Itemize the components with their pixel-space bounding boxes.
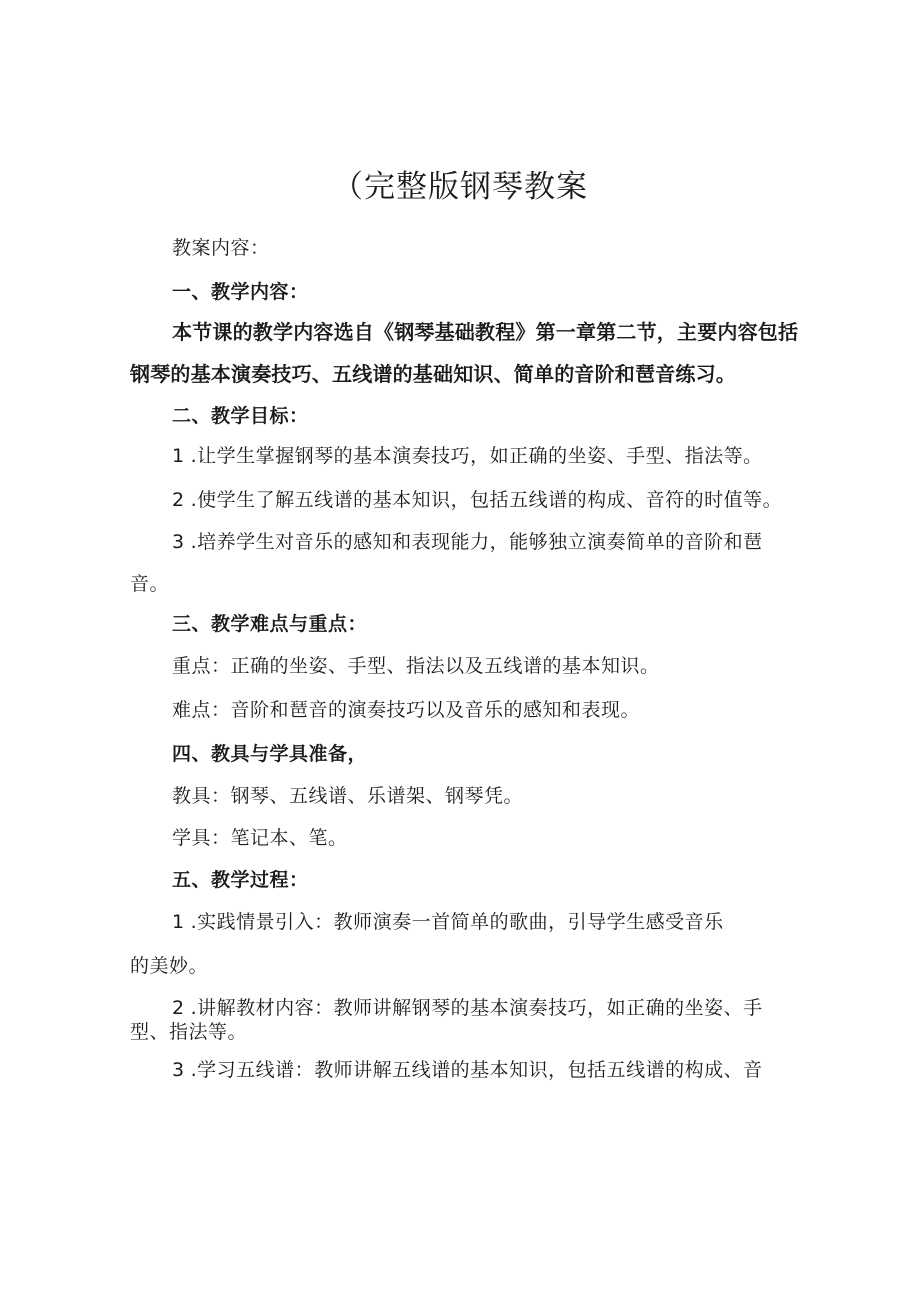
document-title: （完整版钢琴教案 xyxy=(332,169,588,205)
objective-item-3-text-line-1: .培养学生对音乐的感知和表现能力，能够独立演奏简单的音阶和琶 xyxy=(190,531,763,553)
process-step-1-text-line-2: 的美妙。 xyxy=(130,955,209,977)
objective-item-3 xyxy=(172,530,763,554)
section-5-heading: 五、教学过程： xyxy=(172,869,309,891)
process-step-2-text-line-2: 型、指法等。 xyxy=(130,1021,248,1043)
process-step-2-text-line-1: .讲解教材内容：教师讲解钢琴的基本演奏技巧，如正确的坐姿、手 xyxy=(190,997,763,1019)
section-2-heading: 二、教学目标： xyxy=(172,405,309,427)
process-step-3-text-line-1: .学习五线谱：教师讲解五线谱的基本知识，包括五线谱的构成、音 xyxy=(190,1059,763,1081)
process-step-1 xyxy=(172,910,724,934)
objective-item-3-text-line-2: 音。 xyxy=(130,573,170,595)
process-step-1-number: 1 xyxy=(172,911,185,933)
objective-item-2-text: .使学生了解五线谱的基本知识，包括五线谱的构成、音符的时值等。 xyxy=(190,489,783,511)
section-1-heading: 一、教学内容： xyxy=(172,281,309,303)
section-3-heading: 三、教学难点与重点： xyxy=(172,613,368,635)
key-point-text: 重点：正确的坐姿、手型、指法以及五线谱的基本知识。 xyxy=(172,655,660,677)
objective-item-1 xyxy=(172,444,763,468)
objective-item-1-text: .让学生掌握钢琴的基本演奏技巧，如正确的坐姿、手型、指法等。 xyxy=(190,445,763,467)
objective-item-1-number: 1 xyxy=(172,445,185,467)
learning-tools-text: 学具：笔记本、笔。 xyxy=(172,827,348,849)
section-1-paragraph-line-1: 本节课的教学内容选自《钢琴基础教程》第一章第二节，主要内容包括 xyxy=(172,320,799,344)
objective-item-2-number: 2 xyxy=(172,489,185,511)
objective-item-3-number: 3 xyxy=(172,531,185,553)
difficulty-text: 难点：音阶和琶音的演奏技巧以及音乐的感知和表现。 xyxy=(172,699,641,721)
process-step-3 xyxy=(172,1058,763,1082)
process-step-2 xyxy=(172,996,763,1020)
teaching-tools-text: 教具：钢琴、五线谱、乐谱架、钢琴凭。 xyxy=(172,785,524,807)
process-step-2-number: 2 xyxy=(172,997,185,1019)
section-4-heading: 四、教具与学具准备， xyxy=(172,743,368,765)
process-step-3-number: 3 xyxy=(172,1059,185,1081)
process-step-1-text-line-1: .实践情景引入：教师演奏一首简单的歌曲，引导学生感受音乐 xyxy=(190,911,724,933)
intro-label: 教案内容： xyxy=(172,237,270,259)
objective-item-2 xyxy=(172,488,782,512)
section-1-paragraph-line-2: 钢琴的基本演奏技巧、五线谱的基础知识、简单的音阶和琶音练习。 xyxy=(130,362,736,386)
